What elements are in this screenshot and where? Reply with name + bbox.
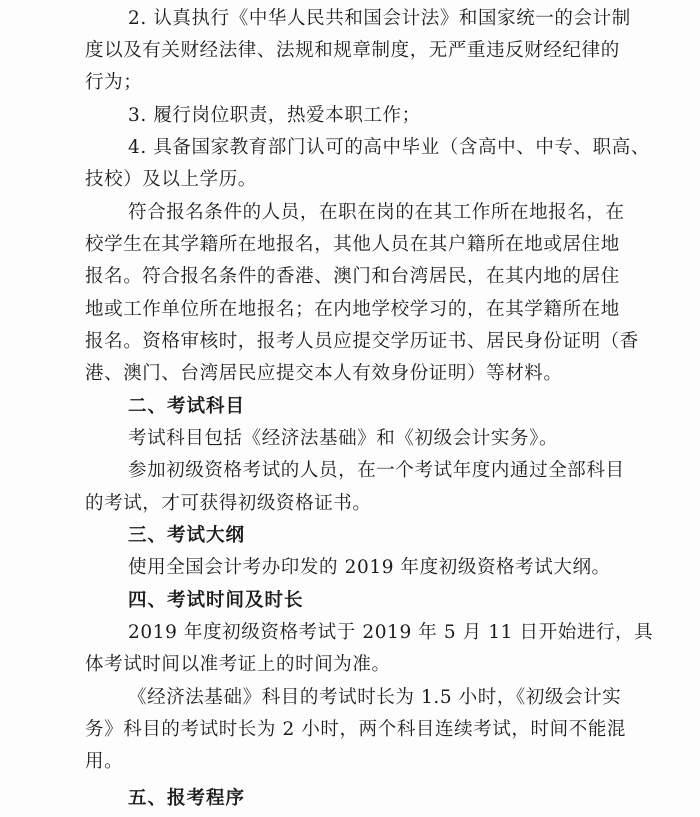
paragraph-line: 《经济法基础》科目的考试时长为 1.5 小时，《初级会计实 bbox=[128, 687, 622, 708]
paragraph-line: 符合报名条件的人员，在职在岗的在其工作所在地报名，在 bbox=[128, 202, 625, 223]
paragraph-line: 的考试，才可获得初级资格证书。 bbox=[85, 493, 372, 514]
paragraph-line: 2. 认真执行《中华人民共和国会计法》和国家统一的会计制 bbox=[128, 8, 631, 29]
paragraph-line: 报名。资格审核时，报考人员应提交学历证书、居民身份证明（香 bbox=[85, 331, 639, 352]
paragraph-line: 校学生在其学籍所在地报名，其他人员在其户籍所在地或居住地 bbox=[85, 234, 620, 255]
paragraph-line: 用。 bbox=[85, 751, 124, 772]
section-heading-application-procedure: 五、报考程序 bbox=[128, 788, 246, 809]
paragraph-line: 地或工作单位所在地报名；在内地学校学习的，在其学籍所在地 bbox=[85, 299, 620, 320]
paragraph-line: 4. 具备国家教育部门认可的高中毕业（含高中、中专、职高、 bbox=[128, 137, 650, 158]
paragraph-line: 使用全国会计考办印发的 2019 年度初级资格考试大纲。 bbox=[128, 557, 611, 578]
paragraph-line: 港、澳门、台湾居民应提交本人有效身份证明）等材料。 bbox=[85, 363, 563, 384]
paragraph-line: 体考试时间以准考证上的时间为准。 bbox=[85, 654, 391, 675]
section-heading-exam-time: 四、考试时间及时长 bbox=[128, 590, 304, 611]
paragraph-line: 行为； bbox=[85, 72, 143, 93]
paragraph-line: 技校）及以上学历。 bbox=[85, 169, 257, 190]
paragraph-line: 报名。符合报名条件的香港、澳门和台湾居民，在其内地的居住 bbox=[85, 266, 620, 287]
paragraph-line: 务》科目的考试时长为 2 小时，两个科目连续考试，时间不能混 bbox=[85, 719, 627, 740]
section-heading-exam-syllabus: 三、考试大纲 bbox=[128, 525, 246, 546]
paragraph-line: 考试科目包括《经济法基础》和《初级会计实务》。 bbox=[128, 428, 559, 449]
section-heading-exam-subjects: 二、考试科目 bbox=[128, 396, 246, 417]
paragraph-line: 3. 履行岗位职责，热爱本职工作； bbox=[128, 105, 421, 126]
paragraph-line: 2019 年度初级资格考试于 2019 年 5 月 11 日开始进行，具 bbox=[128, 622, 654, 643]
paragraph-line: 参加初级资格考试的人员，在一个考试年度内通过全部科目 bbox=[128, 460, 625, 481]
paragraph-line: 度以及有关财经法律、法规和规章制度，无严重违反财经纪律的 bbox=[85, 40, 620, 61]
